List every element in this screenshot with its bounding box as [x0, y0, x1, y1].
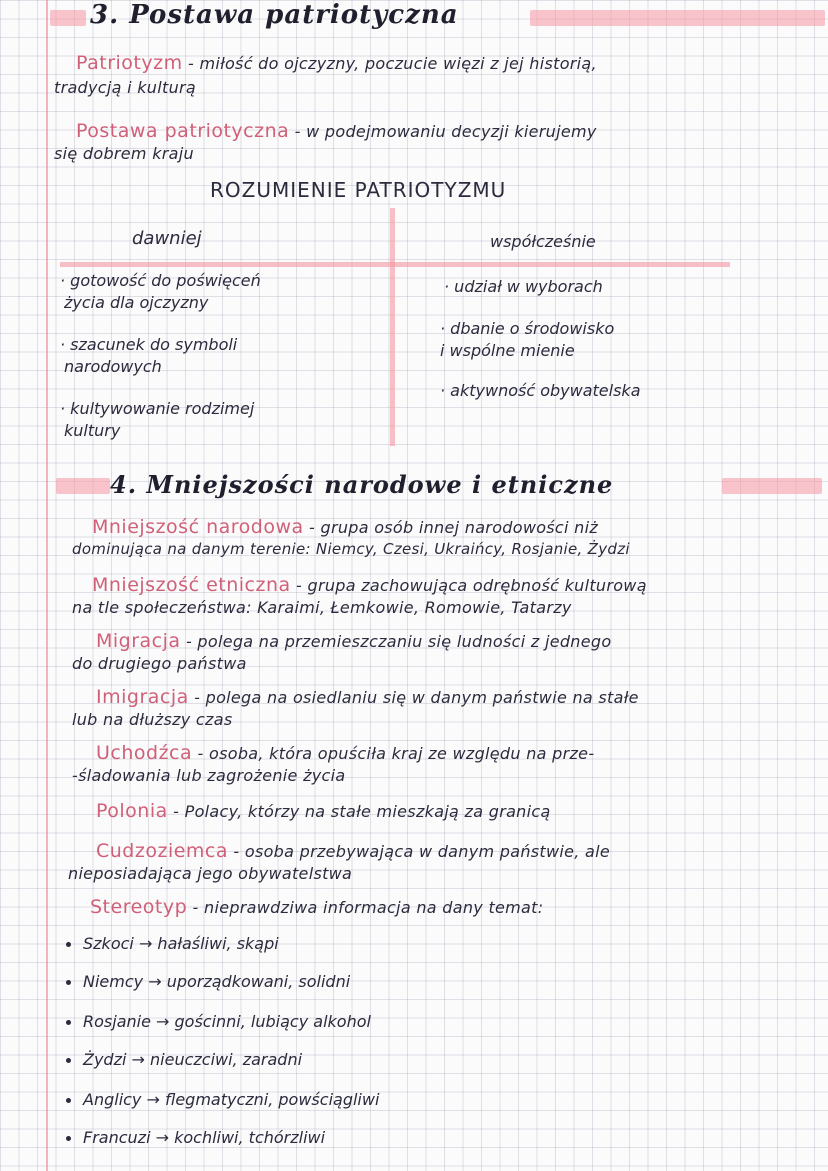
list-item: [66, 934, 279, 953]
definition-continuation: do drugiego państwa: [72, 654, 247, 673]
definition-continuation: tradycją i kulturą: [54, 78, 196, 97]
table-horizontal-divider: [60, 262, 730, 267]
table-title: ROZUMIENIE PATRIOTYZMU: [210, 178, 507, 202]
definition-postawa: [76, 120, 597, 142]
list-item: [66, 972, 350, 991]
term-label: Stereotyp: [90, 896, 188, 918]
definition-text: - osoba, która opuściła kraj ze względu na prze-: [192, 744, 595, 763]
definition-continuation: dominująca na danym terenie: Niemcy, Czesi, Ukraińcy, Rosjanie, Żydzi: [72, 540, 630, 558]
bullet-dot: [66, 1098, 71, 1103]
cell-line: · szacunek do symboli: [60, 335, 238, 354]
definition-text: - nieprawdziwa informacja na dany temat:: [187, 898, 544, 917]
term-label: Mniejszość narodowa: [92, 516, 304, 538]
bullet-dot: [66, 980, 71, 985]
term-label: Imigracja: [96, 686, 189, 708]
definition-text: - grupa zachowująca odrębność kulturową: [290, 576, 647, 595]
table-left-item: [60, 334, 237, 378]
definition-imigracja: [96, 686, 639, 708]
bullet-dot: [66, 1136, 71, 1141]
cell-line: · dbanie o środowisko: [440, 319, 615, 338]
definition-text: - polega na przemieszczaniu się ludności z jednego: [180, 632, 612, 651]
term-label: Polonia: [96, 800, 168, 822]
list-item-text: Rosjanie → gościnni, lubiący alkohol: [83, 1012, 371, 1031]
definition-continuation: -śladowania lub zagrożenie życia: [72, 766, 346, 785]
definition-stereotyp: [90, 896, 543, 918]
definition-patriotyzm: [76, 52, 597, 74]
definition-text: - grupa osób innej narodowości niż: [303, 518, 599, 537]
definition-mniejszosc-narodowa: [92, 516, 598, 538]
section3-title: 3. Postawa patriotyczna: [90, 0, 459, 30]
section4-title: 4. Mniejszości narodowe i etniczne: [110, 470, 614, 499]
heading-highlight-right: [722, 478, 822, 494]
section3-heading: [50, 0, 828, 34]
table-left-item: [60, 270, 261, 314]
table-left-header: dawniej: [132, 228, 202, 249]
definition-polonia: [96, 800, 551, 822]
table-left-item: [60, 398, 254, 442]
list-item: [66, 1128, 325, 1147]
definition-continuation: nieposiadająca jego obywatelstwa: [68, 864, 353, 883]
cell-line: · aktywność obywatelska: [440, 381, 641, 400]
heading-highlight-left: [50, 10, 86, 26]
cell-line: · gotowość do poświęceń: [60, 271, 261, 290]
definition-migracja: [96, 630, 611, 652]
term-label: Postawa patriotyczna: [76, 120, 290, 142]
term-label: Cudzoziemca: [96, 840, 229, 862]
term-label: Patriotyzm: [76, 52, 183, 74]
cell-line: życia dla ojczyzny: [64, 293, 209, 312]
table-right-item: [440, 318, 614, 362]
term-label: Uchodźca: [96, 742, 193, 764]
term-label: Mniejszość etniczna: [92, 574, 291, 596]
table-right-header: współcześnie: [490, 232, 596, 251]
list-item: [66, 1012, 371, 1031]
cell-line: · udział w wyborach: [444, 277, 603, 296]
list-item-text: Francuzi → kochliwi, tchórzliwi: [83, 1128, 326, 1147]
section4-heading: [50, 470, 828, 504]
cell-line: narodowych: [64, 357, 162, 376]
bullet-dot: [66, 942, 71, 947]
list-item-text: Żydzi → nieuczciwi, zaradni: [83, 1050, 303, 1069]
definition-continuation: się dobrem kraju: [54, 144, 194, 163]
definition-cudzoziemca: [96, 840, 610, 862]
cell-line: i wspólne mienie: [440, 341, 575, 360]
list-item: [66, 1050, 302, 1069]
definition-uchodzca: [96, 742, 594, 764]
cell-line: · kultywowanie rodzimej: [60, 399, 255, 418]
list-item-text: Szkoci → hałaśliwi, skąpi: [83, 934, 279, 953]
term-label: Migracja: [96, 630, 181, 652]
cell-line: kultury: [64, 421, 121, 440]
definition-text: - miłość do ojczyzny, poczucie więzi z jej historią,: [182, 54, 597, 73]
definition-mniejszosc-etniczna: [92, 574, 647, 596]
definition-continuation: na tle społeczeństwa: Karaimi, Łemkowie, Romowie, Tatarzy: [72, 598, 572, 617]
bullet-dot: [66, 1058, 71, 1063]
table-vertical-divider: [390, 208, 395, 446]
definition-text: - w podejmowaniu decyzji kierujemy: [289, 122, 597, 141]
heading-highlight-left: [56, 478, 110, 494]
definition-text: - Polacy, którzy na stałe mieszkają za granicą: [167, 802, 551, 821]
list-item: [66, 1090, 379, 1109]
heading-highlight-right: [530, 10, 825, 26]
definition-text: - polega na osiedlaniu się w danym państwie na stałe: [188, 688, 639, 707]
definition-continuation: lub na dłuższy czas: [72, 710, 233, 729]
list-item-text: Niemcy → uporządkowani, solidni: [83, 972, 351, 991]
list-item-text: Anglicy → flegmatyczni, powściągliwi: [83, 1090, 380, 1109]
table-right-item: [440, 380, 641, 402]
definition-text: - osoba przebywająca w danym państwie, ale: [228, 842, 611, 861]
bullet-dot: [66, 1020, 71, 1025]
table-right-item: [444, 276, 603, 298]
